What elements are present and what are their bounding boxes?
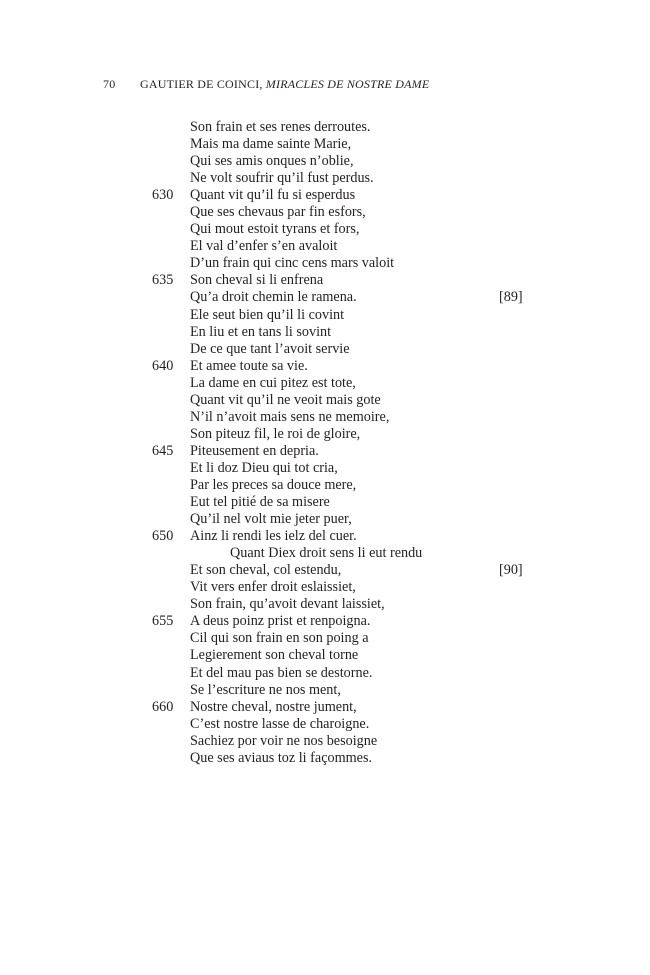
verse-line [0,324,650,341]
verse-text: De ce que tant l’avoit servie [190,340,350,357]
verse-line [0,528,650,545]
verse-line [0,699,650,716]
page-number: 70 [103,77,116,91]
verse-text: Piteusement en depria. [190,442,319,459]
verse-line [0,562,650,579]
line-number: 635 [152,272,174,289]
verse-text: Que ses aviaus toz li façommes. [190,749,373,766]
verse-text: Cil qui son frain en son poing a [190,630,369,647]
work-title: MIRACLES DE NOSTRE DAME [265,77,430,91]
verse-text: Qu’il nel volt mie jeter puer, [190,511,352,528]
verse-text: Par les preces sa douce mere, [190,476,357,493]
verse-line [0,613,650,630]
verse-line [0,750,650,767]
verse-text: El val d’enfer s’en avaloit [190,238,338,255]
verse-text: Et del mau pas bien se destorne. [190,664,373,681]
verse-line [0,119,650,136]
verse-text: En liu et en tans li sovint [190,323,332,340]
verse-text: Son frain et ses renes derroutes. [190,119,371,135]
verse-line [0,409,650,426]
verse-line [0,443,650,460]
verse-text: Sachiez por voir ne nos besoigne [190,732,378,749]
verse-line [0,221,650,238]
verse-line [0,494,650,511]
running-head [140,76,429,92]
verse-line [0,341,650,358]
line-number: 630 [152,187,174,204]
verse-line [0,153,650,170]
verse-text: A deus poinz prist et renpoigna. [190,613,371,630]
verse-text: Qu’a droit chemin le ramena. [190,289,357,306]
verse-line [0,272,650,289]
verse-text: Quant Diex droit sens li eut rendu [230,545,423,562]
line-number: 650 [152,528,174,545]
line-number: 640 [152,357,174,374]
verse-line [0,375,650,392]
verse-text: La dame en cui pitez est tote, [190,374,356,391]
verse-line [0,630,650,647]
running-header [0,76,650,92]
verse-text: Et son cheval, col estendu, [190,562,342,579]
verse-line [0,647,650,664]
author-name: GAUTIER DE COINCI, [140,77,266,91]
verse-line [0,426,650,443]
verse-line [0,392,650,409]
verse-line [0,187,650,204]
verse-text: Ele seut bien qu’il li covint [190,306,345,323]
line-number: 660 [152,698,174,715]
verse-line [0,238,650,255]
verse-line [0,358,650,375]
verse-text: Ne volt soufrir qu’il fust perdus. [190,170,374,187]
verse-line [0,460,650,477]
verse-text: Ainz li rendi les ielz del cuer. [190,528,357,545]
verse-text: Eut tel pitié de sa misere [190,494,330,511]
verse-line [0,170,650,187]
verse-line [0,136,650,153]
verse-line [0,255,650,272]
verse-text: Son frain, qu’avoit devant laissiet, [190,596,385,613]
verse-line [0,716,650,733]
marginal-reference: [90] [499,562,523,579]
poem-text [0,119,650,767]
verse-text: Vit vers enfer droit eslaissiet, [190,579,356,596]
verse-text: N’il n’avoit mais sens ne memoire, [190,408,390,425]
verse-line [0,596,650,613]
verse-line [0,511,650,528]
verse-text: D’un frain qui cinc cens mars valoit [190,255,395,272]
verse-text: Qui mout estoit tyrans et fors, [190,221,360,238]
marginal-reference: [89] [499,289,523,306]
verse-text: Que ses chevaus par fin esfors, [190,204,366,221]
verse-line [0,545,650,562]
verse-text: Quant vit qu’il ne veoit mais gote [190,391,381,408]
verse-text: Mais ma dame sainte Marie, [190,136,352,153]
line-number: 645 [152,442,174,459]
verse-line [0,682,650,699]
line-number: 655 [152,613,174,630]
verse-line [0,733,650,750]
verse-line [0,204,650,221]
verse-text: Son cheval si li enfrena [190,272,324,289]
verse-line [0,289,650,306]
verse-text: Nostre cheval, nostre jument, [190,698,357,715]
verse-text: Se l’escriture ne nos ment, [190,681,341,698]
verse-text: Qui ses amis onques n’oblie, [190,153,354,170]
verse-text: Quant vit qu’il fu si esperdus [190,187,356,204]
verse-line [0,579,650,596]
verse-text: Son piteuz fil, le roi de gloire, [190,425,361,442]
verse-line [0,665,650,682]
verse-line [0,477,650,494]
verse-text: Et amee toute sa vie. [190,357,308,374]
verse-text: Et li doz Dieu qui tot cria, [190,459,338,476]
verse-text: C’est nostre lasse de charoigne. [190,715,370,732]
verse-text: Legierement son cheval torne [190,647,359,664]
verse-line [0,307,650,324]
